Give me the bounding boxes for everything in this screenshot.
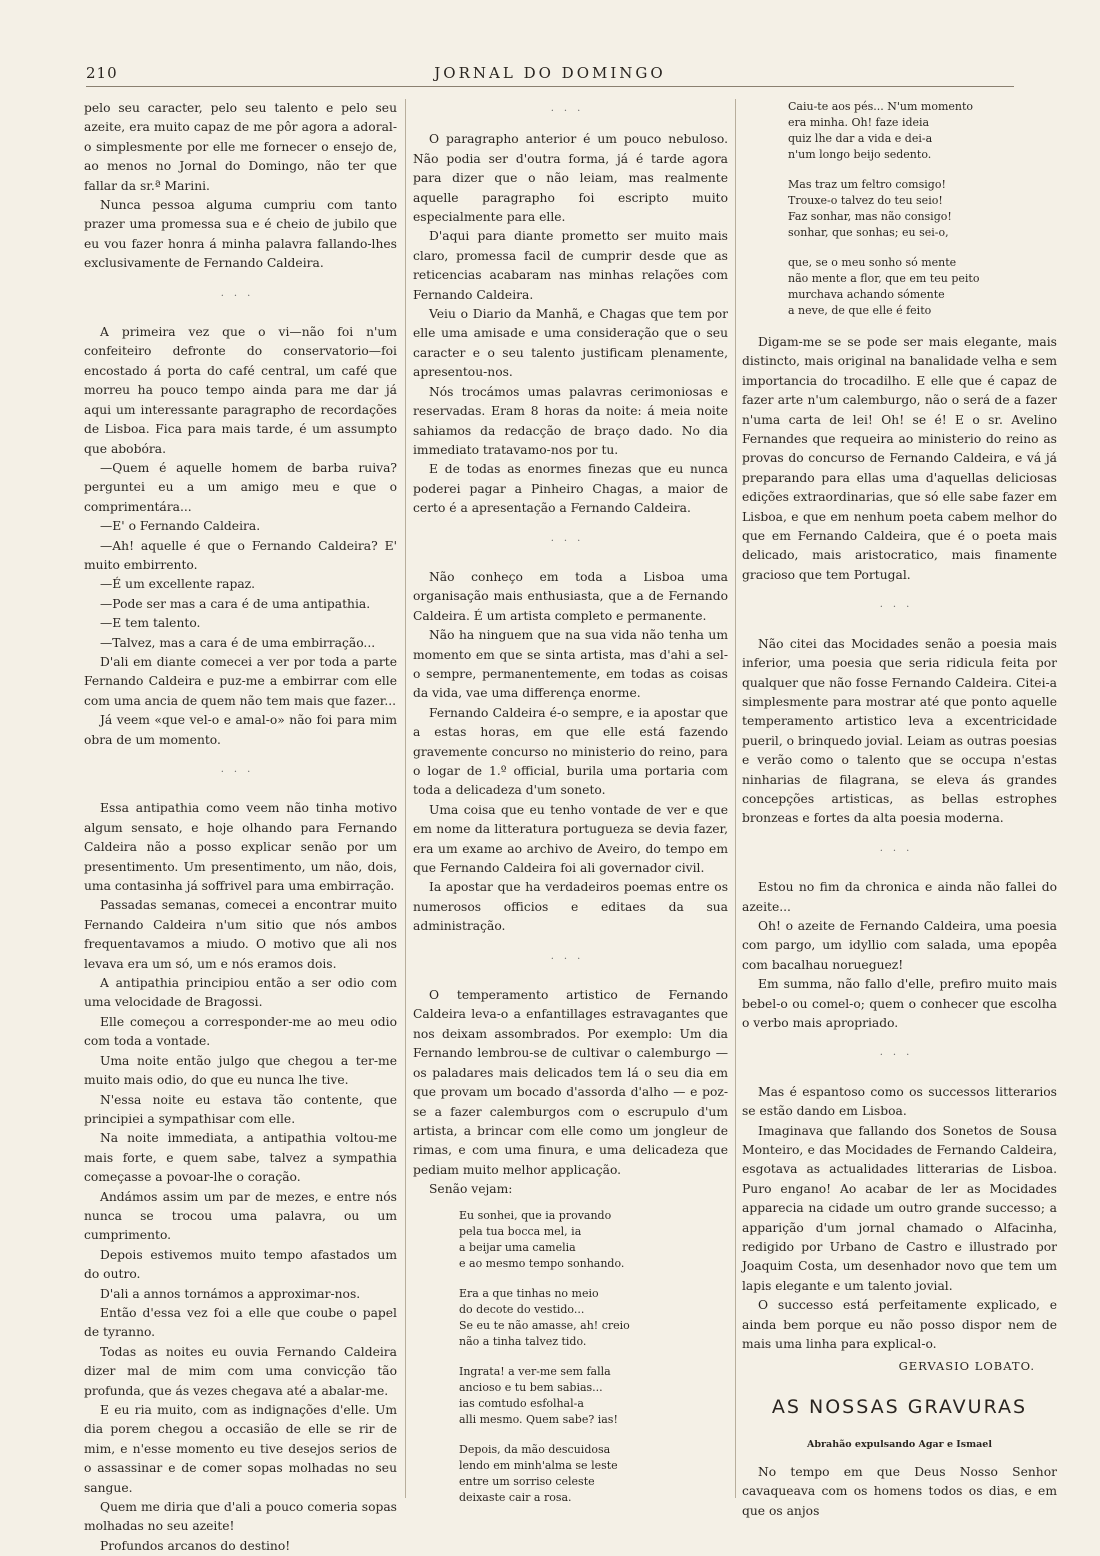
paragraph: Veiu o Diario da Manhã, e Chagas que tem por elle uma amisade e uma consideração que o seu caracter e o seu talento justificam plenamente, apresentou-nos. <box>413 307 728 380</box>
paragraph: Então d'essa vez foi a elle que coube o papel de tyranno. <box>84 1305 397 1340</box>
poem-line: Trouxe-o talvez do teu seio! <box>788 194 943 207</box>
poem-line: Depois, da mão descuidosa <box>459 1442 611 1456</box>
section-subtitle: Abrahão expulsando Agar e Ismael <box>807 1439 992 1451</box>
paragraph: —E tem talento. <box>100 616 201 631</box>
paragraph: Depois estivemos muito tempo afastados um do outro. <box>84 1247 397 1282</box>
poem-stanza <box>788 177 1057 241</box>
paragraph: Ia apostar que ha verdadeiros poemas entre os numerosos officios e editaes da sua administração. <box>413 880 728 934</box>
poem-line: lendo em minh'alma se leste <box>459 1458 618 1472</box>
poem-line: Faz sonhar, mas não consigo! <box>788 210 952 223</box>
poem-line: Eu sonhei, que ia provando <box>459 1208 612 1222</box>
paragraph: Senão vejam: <box>429 1182 513 1197</box>
poem-line: pela tua bocca mel, ia <box>459 1224 582 1238</box>
column-divider <box>405 99 406 1498</box>
poem-stanza <box>459 1208 728 1272</box>
paragraph: Fernando Caldeira é-o sempre, e ia apostar que a estas horas, em que elle está fazendo gravemente concurso no ministerio do reino, para o logar de 1.º official, burila uma portaria com toda a delicadeza d'um soneto. <box>413 705 728 798</box>
paragraph: —Pode ser mas a cara é de uma antipathia. <box>100 596 371 611</box>
paragraph: Em summa, não fallo d'elle, prefiro muito mais bebel-o ou comel-o; quem o conhecer que escolha o verbo mais apropriado. <box>742 977 1057 1030</box>
paragraph: E de todas as enormes finezas que eu nunca poderei pagar a Pinheiro Chagas, a maior de certo é a apresentação a Fernando Caldeira. <box>413 462 728 516</box>
poem-line: deixaste cair a rosa. <box>459 1490 572 1504</box>
poem-line: Caiu-te aos pés... N'um momento <box>788 100 974 113</box>
section-separator: ... <box>879 842 920 854</box>
paragraph: N'essa noite eu estava tão contente, que principiei a sympathisar com elle. <box>84 1092 397 1126</box>
poem-stanza <box>788 99 1057 163</box>
paragraph: Profundos arcanos do destino! <box>100 1538 291 1553</box>
paragraph: Mas é espantoso como os successos litterarios se estão dando em Lisboa. <box>742 1084 1057 1119</box>
poem <box>788 99 1057 319</box>
column-2 <box>413 99 728 1504</box>
section-separator: ... <box>879 1047 920 1059</box>
poem-line: a neve, de que elle é feito <box>788 304 932 317</box>
paragraph: No tempo em que Deus Nosso Senhor cavaqueava com os homens todos os dias, e em que os anjos <box>742 1464 1057 1518</box>
paragraph: Andámos assim um par de mezes, e entre nós nunca se trocou uma palavra, ou um cumprimento. <box>84 1189 397 1243</box>
paragraph: —É um excellente rapaz. <box>100 577 256 592</box>
poem-line: murchava achando sómente <box>788 288 945 301</box>
poem-line: que, se o meu sonho só mente <box>788 256 957 269</box>
poem-line: Se eu te não amasse, ah! creio <box>459 1318 630 1332</box>
page-header <box>86 64 1014 87</box>
paragraph: Na noite immediata, a antipathia voltou-me mais forte, e quem sabe, talvez a sympathia começasse a povoar-lhe o coração. <box>84 1131 397 1185</box>
poem-line: e ao mesmo tempo sonhando. <box>459 1256 625 1270</box>
paragraph: A primeira vez que o vi—não foi n'um confeiteiro defronte do conservatorio—foi encostado á porta do café central, um café que morreu ha pouco tempo ainda para me dar já aqui um interessante paragrapho de recordações de Lisboa. Fica para mais tarde, é um assumpto que abobóra. <box>84 325 397 456</box>
page-number: 210 <box>86 64 118 82</box>
poem-line: alli mesmo. Quem sabe? ias! <box>459 1412 618 1426</box>
paragraph: Quem me diria que d'ali a pouco comeria sopas molhadas no seu azeite! <box>84 1500 397 1534</box>
poem-line: quiz lhe dar a vida e dei-a <box>788 132 933 145</box>
paragraph: Imaginava que fallando dos Sonetos de Sousa Monteiro, e das Mocidades de Fernando Caldeira, esgotava as actualidades litterarias de Lisboa. Puro engano! Ao acabar de ler as Mocidades apparecia na cidade um outro grande successo; a apparição d'um jornal chamado o Alfacinha, redigido por Urbano de Castro e illustrado por Joaquim Costa, um desenhador novo que tem um lapis elegante e um talento jovial. <box>742 1123 1057 1293</box>
poem-stanza <box>788 255 1057 319</box>
paragraph: Uma coisa que eu tenho vontade de ver e que em nome da litteratura portugueza se devia fazer, era um exame ao archivo de Aveiro, do tempo em que Fernando Caldeira foi ali governador civil. <box>413 802 728 876</box>
section-separator: ... <box>550 532 591 544</box>
paragraph: Nunca pessoa alguma cumpriu com tanto prazer uma promessa sua e é cheio de jubilo que eu vou fazer honra á minha palavra fallando-lhes exclusivamente de Fernando Caldeira. <box>84 198 397 271</box>
paragraph: —Talvez, mas a cara é de uma embirração... <box>100 635 376 650</box>
paragraph: —Quem é aquelle homem de barba ruiva? perguntei eu a um amigo meu e que o comprimentára... <box>84 460 397 514</box>
column-1 <box>84 99 397 1553</box>
poem-line: do decote do vestido... <box>459 1302 585 1316</box>
paragraph: Uma noite então julgo que chegou a ter-me muito mais odio, do que eu nunca lhe tive. <box>84 1053 397 1088</box>
paragraph: pelo seu caracter, pelo seu talento e pelo seu azeite, era muito capaz de me pôr agora a adoral-o simplesmente por elle me fornecer o ensejo de, ao menos no Jornal do Domingo, não ter que fallar da sr.ª Marini. <box>84 101 397 193</box>
journal-title: JORNAL DO DOMINGO <box>434 64 666 82</box>
paragraph: Digam-me se se pode ser mais elegante, mais distincto, mais original na banalidade velha e sem importancia do trocadilho. E elle que é capaz de fazer arte n'um calemburgo, não o será de a fazer n'uma carta de lei! Oh! se é! E o sr. Avelino Fernandes que requeira ao ministerio do reino as provas do concurso de Fernando Caldeira, e vá já preparando para ellas uma d'aquellas deliciosas edições extraordinarias, que só elle sabe fazer em Lisboa, e que em nenhum poeta cabem melhor do que em Fernando Caldeira, que é o poeta mais delicado, mais aristocratico, mais finamente gracioso que tem Portugal. <box>742 335 1057 582</box>
author-signature: GERVASIO LOBATO. <box>898 1358 1035 1373</box>
paragraph: Todas as noites eu ouvia Fernando Caldeira dizer mal de mim com uma convicção tão profunda, que ás vezes chegava até a abalar-me. <box>84 1344 397 1398</box>
section-separator: ... <box>879 599 920 611</box>
paragraph: D'ali a annos tornámos a approximar-nos. <box>100 1286 361 1301</box>
poem <box>459 1208 728 1506</box>
section-separator: ... <box>550 950 591 962</box>
paragraph: Não citei das Mocidades senão a poesia mais inferior, uma poesia que seria ridicula feita por qualquer que não fosse Fernando Caldeira. Citei-a simplesmente para mostrar até que ponto aquelle temperamento artistico leva a excentricidade pueril, o brinquedo jovial. Leiam as outras poesias e verão como o talento que se occupa n'estas ninharias de filagrana, se eleva ás grandes concepções artisticas, as bellas estrophes bronzeas e fortes da alta poesia moderna. <box>742 636 1057 826</box>
paragraph: O paragrapho anterior é um pouco nebuloso. Não podia ser d'outra forma, já é tarde agora para dizer que o não leiam, mas realmente aquelle paragrapho foi escripto muito especialmente para elle. <box>413 132 728 225</box>
paragraph: D'aqui para diante prometto ser muito mais claro, promessa facil de cumprir desde que as reticencias acabaram nas minhas relações com Fernando Caldeira. <box>413 229 728 302</box>
poem-line: não mente a flor, que em teu peito <box>788 272 980 285</box>
column-3 <box>742 99 1057 1518</box>
paragraph: —Ah! aquelle é que o Fernando Caldeira? E' muito embirrento. <box>84 538 397 572</box>
section-title: AS NOSSAS GRAVURAS <box>771 1395 1028 1418</box>
poem-line: ancioso e tu bem sabias... <box>459 1380 603 1394</box>
poem-line: Ingrata! a ver-me sem falla <box>459 1364 611 1378</box>
poem-line: era minha. Oh! faze ideia <box>788 116 930 129</box>
paragraph: Estou no fim da chronica e ainda não fallei do azeite... <box>742 880 1057 914</box>
paragraph: Não ha ninguem que na sua vida não tenha um momento em que se sinta artista, mas d'ahi a sel-o sempre, permanentemente, em todas as coisas da vida, vae uma differença enorme. <box>413 628 728 701</box>
paragraph: —E' o Fernando Caldeira. <box>100 519 261 534</box>
paragraph: D'ali em diante comecei a ver por toda a parte Fernando Caldeira e puz-me a embirrar com elle com uma ancia de quem não tem mais que fazer... <box>84 654 397 708</box>
column-divider <box>735 99 736 1498</box>
poem-line: sonhar, que sonhas; eu sei-o, <box>788 226 949 239</box>
poem-stanza <box>459 1364 728 1428</box>
paragraph: Essa antipathia como veem não tinha motivo algum sensato, e hoje olhando para Fernando Caldeira não a posso explicar senão por um presentimento. Um presentimento, um não, dois, uma contasinha já soffrivel para uma embirração. <box>84 801 397 894</box>
poem-line: ias comtudo esfolhal-a <box>459 1396 584 1410</box>
paragraph: A antipathia principiou então a ser odio com uma velocidade de Bragossi. <box>84 976 397 1010</box>
section-separator: ... <box>220 764 261 775</box>
paragraph: E eu ria muito, com as indignações d'elle. Um dia porem chegou a occasião de elle se rir de mim, e n'esse momento eu tive desejos serios de o assassinar e de comer sopas molhadas no seu sangue. <box>84 1403 397 1495</box>
poem-stanza <box>459 1286 728 1350</box>
section-separator: ... <box>220 287 261 299</box>
poem-line: Mas traz um feltro comsigo! <box>788 178 946 191</box>
poem-stanza <box>459 1442 728 1506</box>
section-separator: ... <box>550 103 591 114</box>
poem-line: não a tinha talvez tido. <box>459 1334 587 1348</box>
paragraph: Passadas semanas, comecei a encontrar muito Fernando Caldeira n'um sitio que nós ambos frequentavamos a miudo. O motivo que ali nos levava era um só, um e nós eramos dois. <box>84 898 397 971</box>
paragraph: Oh! o azeite de Fernando Caldeira, uma poesia com pargo, um idyllio com salada, uma epopêa com bacalhau norueguez! <box>742 918 1057 972</box>
poem-line: Era a que tinhas no meio <box>459 1286 599 1300</box>
poem-line: n'um longo beijo sedento. <box>788 148 932 161</box>
poem-line: a beijar uma camelia <box>459 1240 576 1254</box>
poem-line: entre um sorriso celeste <box>459 1474 595 1488</box>
paragraph: O successo está perfeitamente explicado, e ainda bem porque eu não posso dispor nem de mais uma linha para explical-o. <box>742 1298 1057 1352</box>
paragraph: O temperamento artistico de Fernando Caldeira leva-o a enfantillages estravagantes que nos deixam assombrados. Por exemplo: Um dia Fernando lembrou-se de cultivar o calemburgo —os paladares mais delicados tem lá o seu dia em que provam um bocado d'assorda d'alho — e poz-se a fazer calemburgos com o escrupulo d'um artista, a brincar com elle como um jongleur de rimas, e com uma finura, e uma delicadeza que pediam muito melhor applicação. <box>413 988 728 1177</box>
paragraph: Não conheço em toda a Lisboa uma organisação mais enthusiasta, que a de Fernando Caldeira. É um artista completo e permanente. <box>413 569 728 623</box>
paragraph: Já veem «que vel-o e amal-o» não foi para mim obra de um momento. <box>84 713 397 747</box>
paragraph: Elle começou a corresponder-me ao meu odio com toda a vontade. <box>84 1014 397 1049</box>
paragraph: Nós trocámos umas palavras cerimoniosas e reservadas. Eram 8 horas da noite: á meia noite sahiamos da redacção de braço dado. No dia immediato tratavamo-nos por tu. <box>413 384 728 457</box>
